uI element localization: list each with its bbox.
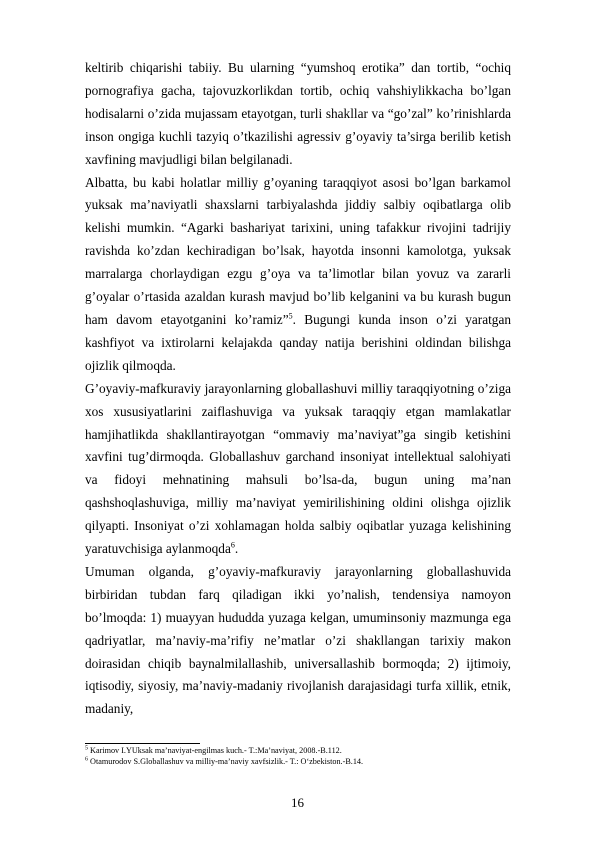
paragraph-3-text: G’oyaviy-mafkuraviy jarayonlarning globallashuvi milliy taraqqiyotning o’ziga xos xususiyatlarini zaiflashuviga va yuksak taraqqiy etgan mamlakatlar hamjihatlikda shakllantirayotgan “ommaviy ma’naviyat”ga singib ketishini xavfini tug’dirmoqda. Globallashuv garchand insoniyat intellektual salohiyati va fidoyi mehnatining mahsuli bo’lsa-da, bugun uning ma’nan qashshoqlashuviga, milliy ma’naviyat yemirilishining oldini olishga ojizlik qilyapti. Insoniyat o’zi xohlamagan holda salbiy oqibatlar yuzaga kelishining yaratuvchisiga aylanmoqda [85,380,511,557]
paragraph-1: keltirib chiqarishi tabiiy. Bu ularning “yumshoq erotika” dan tortib, “ochiq pornografiya gacha, tajovuzkorlikdan tortib, ochiq vahshiylikkacha bo’lgan hodisalarni o’zida mujassam etayotgan, turli shakllar va “go’zal” ko’rinishlarda inson ongiga kuchli tazyiq o’tkazilishi agressiv g’oyaviy ta’sirga berilib ketish xavfining mavjudligi bilan belgilanadi. [85,60,511,167]
footnote-ref-6[interactable]: 6 [230,540,235,550]
paragraph-2-text: Albatta, bu kabi holatlar milliy g’oyaning taraqqiyot asosi bo’lgan barkamol yuksak ma’naviyatli shaxslarni tarbiyalashda jiddiy salbiy oqibatlarga olib kelishi mumkin. “Agarki bashariyat tarixini, uning tafakkur rivojini tadrijiy ravishda ko’zdan kechiradigan bo’lsak, hayotda insonni kamolotga, yuksak marralarga chorlaydigan ezgu g’oya va ta’limotlar bilan yovuz va zararli g’oyalar o’rtasida azaldan kurash mavjud bo’lib kelganini va bu kurash bugun ham davom etayotganini ko’ramiz” [85,174,511,327]
footnote-ref-5[interactable]: 5 [288,311,293,321]
footnote-5 [85,745,511,756]
footnote-marker: 6 [85,756,88,763]
paragraph-2 [85,172,511,378]
paragraph-3 [85,378,511,561]
footnote-marker: 5 [85,745,88,752]
paragraph-2-text-continued: . Bugungi kunda inson o’zi yaratgan kashfiyot va ixtirolarni kelajakda qanday natija berishini oldindan bilishga ojizlik qilmoqda. [85,311,511,373]
body-text [85,57,511,721]
paragraph-4: Umuman olganda, g’oyaviy-mafkuraviy jarayonlarning globallashuvida birbiridan tubdan farq qiladigan ikki yo’nalish, tendensiya namoyon bo’lmoqda: 1) muayyan hududda yuzaga kelgan, umuminsoniy mazmunga ega qadriyatlar, ma’naviy-ma’rifiy ne’matlar o’zi shakllangan tarixiy makon doirasidan chiqib baynalmilallashib, universallashib bormoqda; 2) ijtimoiy, iqtisodiy, siyosiy, ma’naviy-madaniy rivojlanish darajasidagi turfa xillik, etnik, madaniy, [85,563,511,717]
footnote-separator [85,743,200,744]
page-number: 16 [291,795,304,810]
footnotes [85,745,511,767]
paragraph-3-text-continued: . [234,541,239,557]
footnote-text: Karimov I.YUksak ma’naviyat-engilmas kuch.- T.:Ma’naviyat, 2008.-B.112. [90,746,342,755]
footnote-6 [85,756,511,767]
footnote-text: Otamurodov S.Globallashuv va milliy-ma’naviy xavfsizlik.- T.: O‘zbekiston.-B.14. [90,757,364,766]
